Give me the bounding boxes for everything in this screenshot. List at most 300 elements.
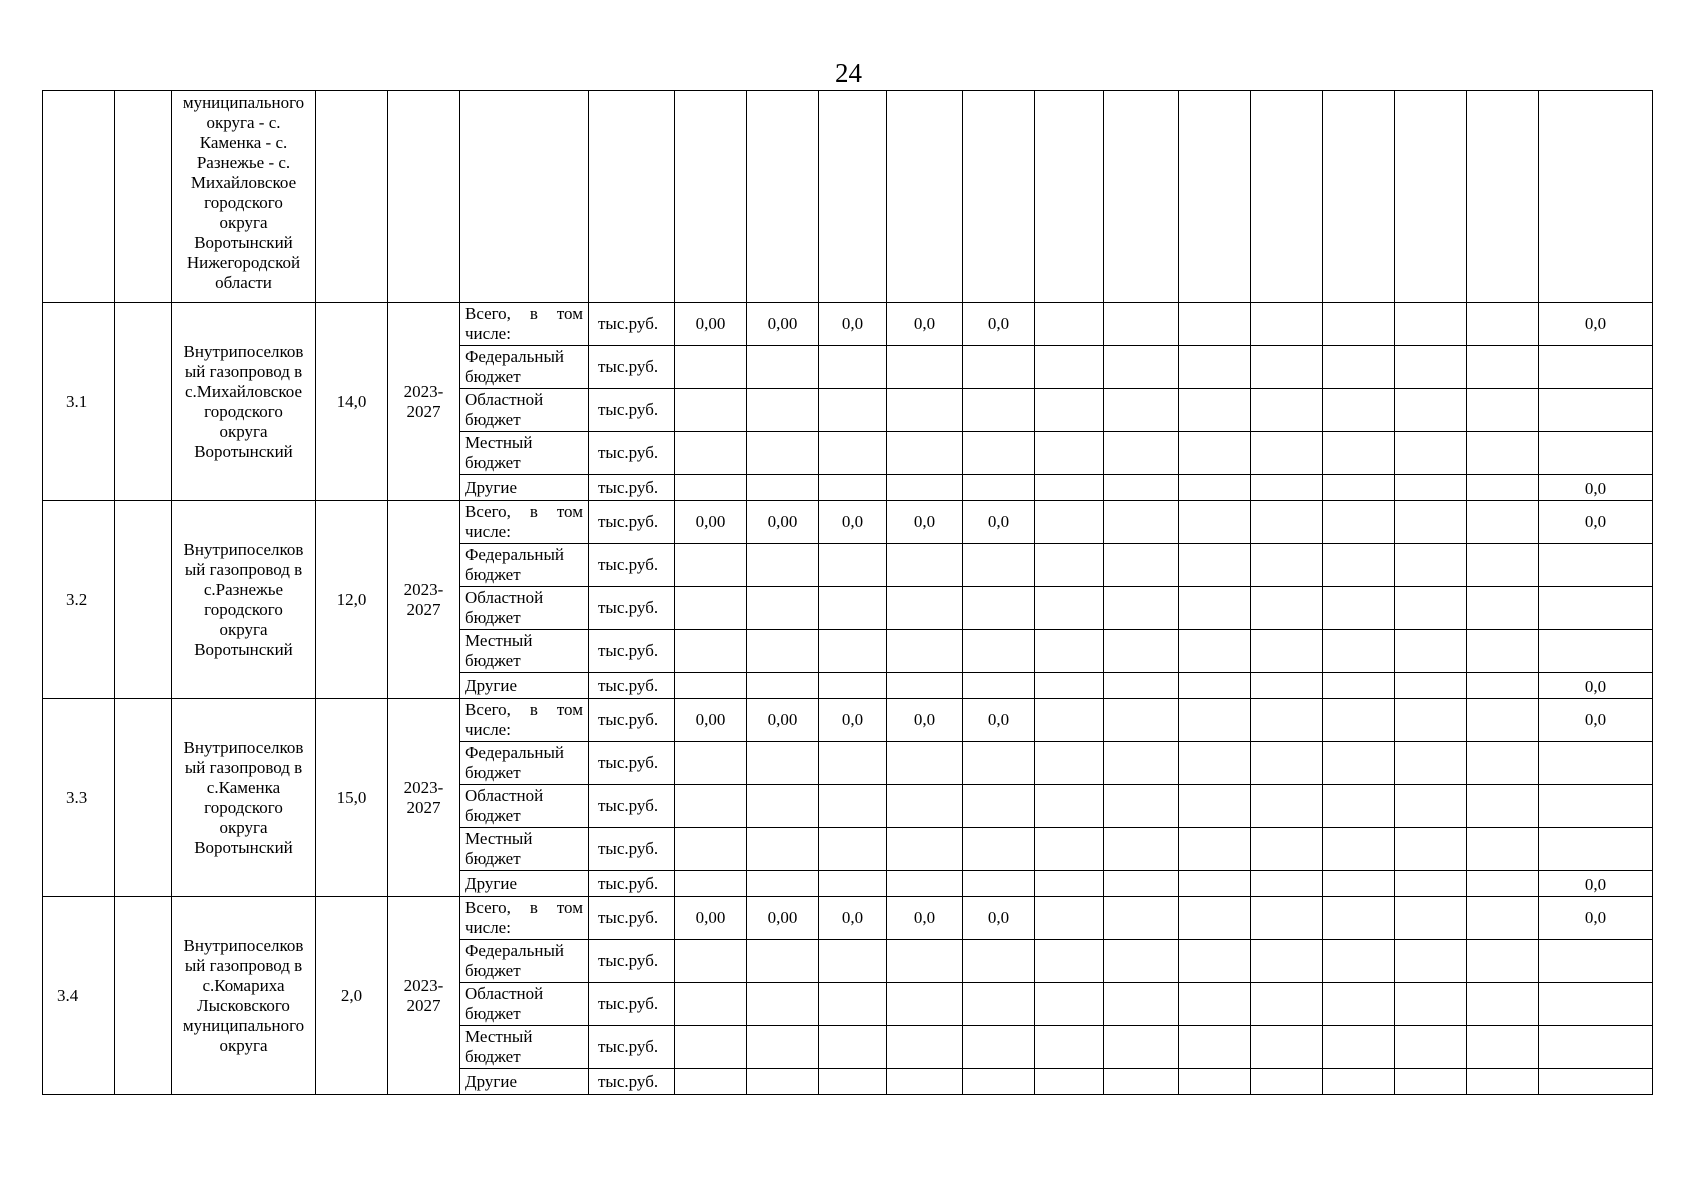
value-v2: 0,00 (747, 897, 819, 940)
header-continuation-row (43, 91, 1653, 303)
text-line: Всего, в том (465, 502, 583, 521)
value-v1 (675, 630, 747, 673)
funding-source (460, 1069, 589, 1095)
funding-source (460, 940, 589, 983)
cell-empty (819, 91, 887, 303)
cell-empty (1395, 432, 1467, 475)
cell-empty (1179, 1069, 1251, 1095)
text-line: бюджет (465, 651, 521, 670)
cell-empty (1179, 587, 1251, 630)
page-number: 24 (835, 58, 862, 88)
value-v5 (963, 630, 1035, 673)
text-line: городского (204, 401, 283, 421)
cell-empty (1104, 475, 1179, 501)
cell-empty (1179, 699, 1251, 742)
value-total: 0,0 (1539, 673, 1653, 699)
text-line: бюджет (465, 410, 521, 429)
value-v1 (675, 785, 747, 828)
value-v2 (747, 742, 819, 785)
cell-empty (675, 91, 747, 303)
value-v3 (819, 673, 887, 699)
text-line: Областной (465, 786, 544, 805)
cell-empty (1467, 630, 1539, 673)
cell-empty (1467, 983, 1539, 1026)
object-length: 15,0 (316, 699, 388, 897)
text-line: ый газопровод в (184, 757, 303, 777)
description-line: Нижегородской (186, 253, 301, 272)
cell-empty (1104, 389, 1179, 432)
funding-source (460, 742, 589, 785)
value-v2 (747, 389, 819, 432)
cell-empty (1251, 389, 1323, 432)
cell-empty (1467, 346, 1539, 389)
unit-of-measure: тыс.руб. (589, 475, 675, 501)
cell-empty (1104, 1069, 1179, 1095)
value-v2 (747, 828, 819, 871)
text-line: Внутрипоселков (183, 341, 304, 361)
value-total (1539, 346, 1653, 389)
implementation-period (388, 897, 460, 1095)
cell-empty (1035, 699, 1104, 742)
text-line: числе: (465, 720, 511, 739)
funding-source (460, 699, 589, 742)
cell-empty (1104, 303, 1179, 346)
cell-empty (1251, 1069, 1323, 1095)
value-v3 (819, 630, 887, 673)
cell-empty (1179, 389, 1251, 432)
value-v1 (675, 828, 747, 871)
text-line: Федеральный (465, 347, 564, 366)
cell-empty (1035, 91, 1104, 303)
funding-source (460, 673, 589, 699)
cell-empty (1035, 871, 1104, 897)
unit-of-measure: тыс.руб. (589, 587, 675, 630)
cell-empty (887, 91, 963, 303)
text-line: Местный (465, 631, 533, 650)
value-v2 (747, 475, 819, 501)
cell-empty (1467, 699, 1539, 742)
value-v4: 0,0 (887, 501, 963, 544)
cell-empty (1104, 544, 1179, 587)
value-v4 (887, 940, 963, 983)
value-v1 (675, 1026, 747, 1069)
unit-of-measure: тыс.руб. (589, 389, 675, 432)
text-line: бюджет (465, 849, 521, 868)
value-total (1539, 785, 1653, 828)
funding-source (460, 785, 589, 828)
cell-empty (1104, 91, 1179, 303)
cell-empty (1251, 673, 1323, 699)
text-line: бюджет (465, 1004, 521, 1023)
cell-empty (1251, 983, 1323, 1026)
object-description (172, 699, 316, 897)
value-v1 (675, 346, 747, 389)
cell-empty (1395, 346, 1467, 389)
value-v2 (747, 673, 819, 699)
text-line: 2023- (403, 381, 444, 401)
value-total (1539, 587, 1653, 630)
cell-empty (1104, 501, 1179, 544)
cell-empty (1104, 1026, 1179, 1069)
value-v5 (963, 475, 1035, 501)
cell-empty (1467, 389, 1539, 432)
value-v5 (963, 587, 1035, 630)
text-line: бюджет (465, 806, 521, 825)
cell-empty (1035, 630, 1104, 673)
funding-source (460, 897, 589, 940)
cell-empty (1467, 828, 1539, 871)
value-v3 (819, 983, 887, 1026)
unit-of-measure: тыс.руб. (589, 630, 675, 673)
cell-empty (1035, 389, 1104, 432)
value-v2 (747, 544, 819, 587)
cell-empty (1179, 940, 1251, 983)
text-line: бюджет (465, 961, 521, 980)
cell-empty (1323, 501, 1395, 544)
value-v4 (887, 587, 963, 630)
cell-empty (1395, 983, 1467, 1026)
cell-empty (1104, 673, 1179, 699)
cell-empty (1323, 828, 1395, 871)
funding-source (460, 587, 589, 630)
cell-empty (1395, 742, 1467, 785)
description-line: муниципального (182, 93, 305, 112)
cell-empty (1035, 828, 1104, 871)
value-v2 (747, 1069, 819, 1095)
value-v5 (963, 1026, 1035, 1069)
item-number: 3.2 (43, 501, 115, 699)
cell-empty (1104, 940, 1179, 983)
text-line: бюджет (465, 1047, 521, 1066)
value-total (1539, 630, 1653, 673)
cell-empty (1251, 475, 1323, 501)
text-line: 2023- (403, 579, 444, 599)
value-v1 (675, 871, 747, 897)
unit-of-measure: тыс.руб. (589, 1069, 675, 1095)
cell-empty (1179, 785, 1251, 828)
value-v3 (819, 1026, 887, 1069)
text-line: Внутрипоселков (183, 737, 304, 757)
cell-blank (115, 303, 172, 501)
description-line: округа (219, 213, 268, 232)
cell-empty (1323, 91, 1395, 303)
value-v1: 0,00 (675, 303, 747, 346)
cell-empty (1395, 587, 1467, 630)
value-total: 0,0 (1539, 699, 1653, 742)
value-v3 (819, 389, 887, 432)
value-total: 0,0 (1539, 475, 1653, 501)
cell-empty (1179, 346, 1251, 389)
cell-empty (1395, 673, 1467, 699)
cell-empty (1035, 673, 1104, 699)
cell-empty (1467, 432, 1539, 475)
cell-empty (1467, 742, 1539, 785)
implementation-period (388, 699, 460, 897)
value-total (1539, 983, 1653, 1026)
cell-empty (1395, 897, 1467, 940)
text-line: Внутрипоселков (183, 935, 304, 955)
cell-empty (1323, 475, 1395, 501)
unit-of-measure: тыс.руб. (589, 699, 675, 742)
text-line: Воротынский (194, 837, 293, 857)
unit-of-measure: тыс.руб. (589, 1026, 675, 1069)
description-line: городского (204, 193, 283, 212)
cell-empty (1179, 828, 1251, 871)
unit-of-measure: тыс.руб. (589, 673, 675, 699)
cell-empty (1104, 346, 1179, 389)
text-line: Лысковского (197, 995, 290, 1015)
cell-empty (1104, 785, 1179, 828)
cell-empty (1323, 673, 1395, 699)
item-number: 3.4 (43, 897, 115, 1095)
cell-empty (1179, 475, 1251, 501)
cell-empty (1251, 1026, 1323, 1069)
cell-empty (589, 91, 675, 303)
cell-empty (1251, 940, 1323, 983)
cell-num (43, 91, 115, 303)
value-v4 (887, 389, 963, 432)
text-line: Местный (465, 433, 533, 452)
value-total: 0,0 (1539, 897, 1653, 940)
cell-empty (1323, 346, 1395, 389)
cell-empty (1395, 303, 1467, 346)
cell-empty (1251, 785, 1323, 828)
cell-empty (1251, 432, 1323, 475)
cell-empty (1104, 742, 1179, 785)
unit-of-measure: тыс.руб. (589, 303, 675, 346)
value-v2: 0,00 (747, 699, 819, 742)
text-line: Федеральный (465, 743, 564, 762)
unit-of-measure: тыс.руб. (589, 983, 675, 1026)
value-v2 (747, 871, 819, 897)
cell-empty (1179, 303, 1251, 346)
object-description (172, 897, 316, 1095)
value-v3 (819, 346, 887, 389)
value-v1 (675, 389, 747, 432)
cell-blank (115, 699, 172, 897)
value-v4 (887, 871, 963, 897)
cell-empty (1323, 1069, 1395, 1095)
cell-empty (316, 91, 388, 303)
text-line: ый газопровод в (184, 361, 303, 381)
cell-empty (1104, 699, 1179, 742)
funding-source (460, 630, 589, 673)
object-description (172, 303, 316, 501)
text-line: с.Михайловское (184, 381, 303, 401)
object-description (172, 501, 316, 699)
funding-source (460, 389, 589, 432)
implementation-period (388, 501, 460, 699)
value-v1 (675, 432, 747, 475)
cell-empty (1035, 1026, 1104, 1069)
cell-empty (1323, 983, 1395, 1026)
text-line: городского (204, 797, 283, 817)
funding-source (460, 303, 589, 346)
value-v4 (887, 544, 963, 587)
value-total (1539, 742, 1653, 785)
text-line: с.Разнежье (203, 579, 284, 599)
cell-empty (1035, 587, 1104, 630)
value-v2: 0,00 (747, 501, 819, 544)
text-line: Областной (465, 588, 544, 607)
funding-source (460, 983, 589, 1026)
value-v5: 0,0 (963, 303, 1035, 346)
cell-empty (1251, 346, 1323, 389)
cell-empty (1467, 475, 1539, 501)
text-line: Другие (465, 477, 517, 497)
object-length: 12,0 (316, 501, 388, 699)
text-line: округа (219, 421, 268, 441)
cell-empty (963, 91, 1035, 303)
cell-empty (1251, 630, 1323, 673)
text-line: бюджет (465, 565, 521, 584)
value-v3 (819, 940, 887, 983)
cell-empty (1104, 587, 1179, 630)
text-line: Местный (465, 829, 533, 848)
cell-empty (1395, 871, 1467, 897)
cell-empty (1467, 544, 1539, 587)
value-v1 (675, 587, 747, 630)
description-line: округа - с. (206, 113, 281, 132)
value-v4: 0,0 (887, 699, 963, 742)
unit-of-measure: тыс.руб. (589, 828, 675, 871)
value-total: 0,0 (1539, 501, 1653, 544)
text-line: Воротынский (194, 639, 293, 659)
cell-empty (1035, 940, 1104, 983)
description-line: Воротынский (194, 233, 293, 252)
cell-empty (1395, 828, 1467, 871)
cell-empty (1323, 389, 1395, 432)
value-v2: 0,00 (747, 303, 819, 346)
value-v5 (963, 346, 1035, 389)
item-number: 3.3 (43, 699, 115, 897)
cell-empty (1035, 983, 1104, 1026)
text-line: Всего, в том (465, 304, 583, 323)
cell-empty (1179, 544, 1251, 587)
value-v5 (963, 983, 1035, 1026)
cell-empty (1395, 1069, 1467, 1095)
cell-empty (1251, 871, 1323, 897)
text-line: ый газопровод в (184, 955, 303, 975)
investment-program-table (42, 90, 1653, 1095)
text-line: городского (204, 599, 283, 619)
text-line: с.Каменка (206, 777, 281, 797)
value-v2 (747, 1026, 819, 1069)
cell-empty (1104, 828, 1179, 871)
text-line: Всего, в том (465, 700, 583, 719)
value-v4 (887, 1026, 963, 1069)
value-v5 (963, 673, 1035, 699)
cell-empty (1395, 91, 1467, 303)
funding-source (460, 475, 589, 501)
unit-of-measure: тыс.руб. (589, 897, 675, 940)
text-line: 2027 (406, 797, 441, 817)
cell-empty (1035, 897, 1104, 940)
text-line: бюджет (465, 608, 521, 627)
text-line: 2023- (403, 975, 444, 995)
value-v3: 0,0 (819, 699, 887, 742)
value-v4 (887, 346, 963, 389)
object-length: 14,0 (316, 303, 388, 501)
cell-empty (1395, 544, 1467, 587)
unit-of-measure: тыс.руб. (589, 871, 675, 897)
value-v5: 0,0 (963, 501, 1035, 544)
value-v1 (675, 940, 747, 983)
text-line: числе: (465, 918, 511, 937)
value-v4: 0,0 (887, 897, 963, 940)
text-line: ый газопровод в (184, 559, 303, 579)
value-v2 (747, 587, 819, 630)
value-v3 (819, 742, 887, 785)
value-v3 (819, 785, 887, 828)
text-line: числе: (465, 522, 511, 541)
value-total (1539, 828, 1653, 871)
cell-empty (1323, 544, 1395, 587)
text-line: Другие (465, 1071, 517, 1091)
cell-empty (1467, 587, 1539, 630)
text-line: 2027 (406, 401, 441, 421)
unit-of-measure: тыс.руб. (589, 544, 675, 587)
cell-blank (115, 501, 172, 699)
value-v3 (819, 1069, 887, 1095)
cell-empty (1323, 699, 1395, 742)
description-line: Каменка - с. (199, 133, 288, 152)
cell-empty (1467, 1026, 1539, 1069)
value-v3: 0,0 (819, 303, 887, 346)
cell-empty (1251, 303, 1323, 346)
value-v4 (887, 673, 963, 699)
value-v1: 0,00 (675, 699, 747, 742)
cell-empty (1179, 1026, 1251, 1069)
cell-empty (1179, 983, 1251, 1026)
funding-source (460, 1026, 589, 1069)
cell-empty (1251, 897, 1323, 940)
cell-empty (388, 91, 460, 303)
unit-of-measure: тыс.руб. (589, 501, 675, 544)
cell-empty (1467, 1069, 1539, 1095)
text-line: Местный (465, 1027, 533, 1046)
item-number: 3.1 (43, 303, 115, 501)
text-line: бюджет (465, 367, 521, 386)
text-line: округа (219, 619, 268, 639)
cell-empty (1035, 346, 1104, 389)
object-length: 2,0 (316, 897, 388, 1095)
description-line: Разнежье - с. (196, 153, 291, 172)
continued-object-description (172, 91, 316, 303)
cell-empty (1104, 432, 1179, 475)
value-v4 (887, 785, 963, 828)
cell-empty (1179, 897, 1251, 940)
funding-source (460, 501, 589, 544)
cell-empty (460, 91, 589, 303)
value-v2 (747, 630, 819, 673)
cell-empty (1104, 897, 1179, 940)
value-v4 (887, 475, 963, 501)
cell-empty (1104, 983, 1179, 1026)
value-v5 (963, 785, 1035, 828)
unit-of-measure: тыс.руб. (589, 785, 675, 828)
value-v4 (887, 828, 963, 871)
cell-empty (1035, 544, 1104, 587)
value-v1 (675, 742, 747, 785)
value-v3 (819, 475, 887, 501)
value-v2 (747, 432, 819, 475)
cell-empty (1035, 785, 1104, 828)
cell-empty (1035, 475, 1104, 501)
cell-empty (1251, 699, 1323, 742)
cell-empty (1323, 587, 1395, 630)
value-total (1539, 544, 1653, 587)
